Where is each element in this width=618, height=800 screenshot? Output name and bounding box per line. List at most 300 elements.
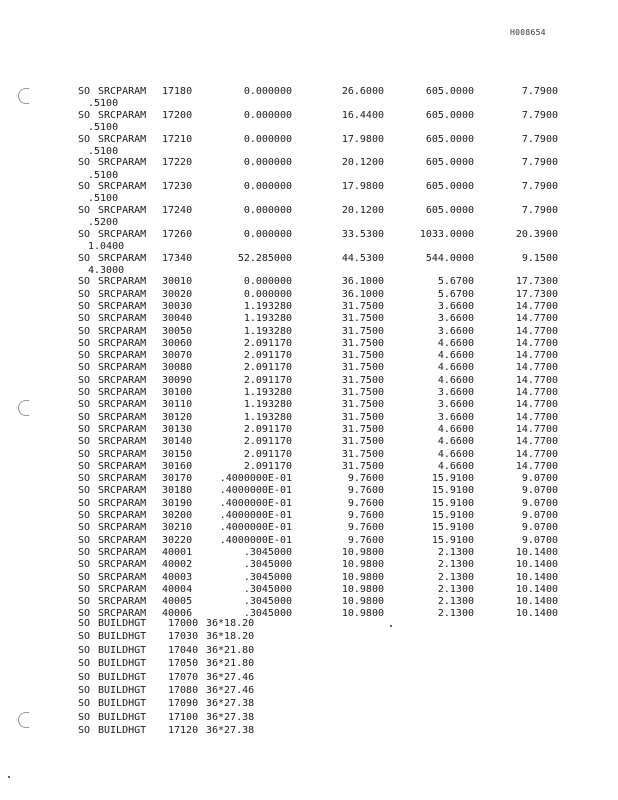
release-height: 31.7500 <box>341 387 384 399</box>
source-id: 30060 <box>162 337 193 349</box>
stack-diameter: .5100 <box>88 193 119 205</box>
keyword: SRCPARAM <box>98 534 147 546</box>
record-prefix: SO <box>78 658 91 670</box>
building-height: 36*18.20 <box>206 618 255 629</box>
emission-rate: 0.000000 <box>243 228 292 240</box>
record-prefix: SO <box>78 725 91 737</box>
keyword: SRCPARAM <box>98 252 147 264</box>
record-prefix: SO <box>78 252 91 264</box>
keyword: BUILDHGT <box>98 658 147 670</box>
exit-velocity: 7.7900 <box>521 181 558 193</box>
emission-rate: .4000000E-01 <box>219 510 292 522</box>
emission-rate: 0.000000 <box>243 181 292 193</box>
exit-temperature: 3.6600 <box>437 300 474 312</box>
exit-temperature: 5.6700 <box>437 276 474 288</box>
keyword: BUILDHGT <box>98 618 147 629</box>
emission-rate: 1.193280 <box>243 313 292 325</box>
exit-temperature: 3.6600 <box>437 411 474 423</box>
exit-temperature: 605.0000 <box>425 133 474 145</box>
emission-rate: 0.000000 <box>243 86 292 97</box>
release-height: 31.7500 <box>341 350 384 362</box>
exit-velocity: 7.7900 <box>521 86 558 97</box>
exit-velocity: 7.7900 <box>521 157 558 169</box>
exit-temperature: 2.1300 <box>437 546 474 558</box>
record-prefix: SO <box>78 157 91 169</box>
record-prefix: SO <box>78 423 91 435</box>
source-id: 40006 <box>162 608 193 620</box>
exit-temperature: 2.1300 <box>437 596 474 608</box>
source-id: 17080 <box>168 684 199 696</box>
source-id: 30030 <box>162 300 193 312</box>
release-height: 10.9800 <box>341 596 384 608</box>
keyword: SRCPARAM <box>98 288 147 300</box>
exit-temperature: 15.9100 <box>431 485 474 497</box>
record-prefix: SO <box>78 337 91 349</box>
record-prefix: SO <box>78 684 91 696</box>
keyword: SRCPARAM <box>98 204 147 216</box>
keyword: SRCPARAM <box>98 583 147 595</box>
source-id: 17220 <box>162 157 193 169</box>
exit-velocity: 7.7900 <box>521 109 558 121</box>
record-prefix: SO <box>78 300 91 312</box>
source-id: 30120 <box>162 411 193 423</box>
source-id: 17210 <box>162 133 193 145</box>
exit-velocity: 14.7700 <box>515 411 558 423</box>
emission-rate: 52.285000 <box>237 252 292 264</box>
source-id: 30100 <box>162 387 193 399</box>
source-id: 30180 <box>162 485 193 497</box>
release-height: 31.7500 <box>341 362 384 374</box>
record-prefix: SO <box>78 325 91 337</box>
keyword: BUILDHGT <box>98 725 147 737</box>
release-height: 31.7500 <box>341 300 384 312</box>
record-prefix: SO <box>78 288 91 300</box>
keyword: SRCPARAM <box>98 460 147 472</box>
page-id-stamp: H008654 <box>510 28 546 37</box>
source-id: 30150 <box>162 448 193 460</box>
release-height: 31.7500 <box>341 436 384 448</box>
source-id: 40004 <box>162 583 193 595</box>
emission-rate: .3045000 <box>243 583 292 595</box>
building-height: 36*21.80 <box>206 644 255 656</box>
release-height: 31.7500 <box>341 411 384 423</box>
exit-temperature: 4.6600 <box>437 337 474 349</box>
source-id: 30200 <box>162 510 193 522</box>
record-prefix: SO <box>78 313 91 325</box>
exit-temperature: 15.9100 <box>431 473 474 485</box>
emission-rate: 2.091170 <box>243 350 292 362</box>
keyword: SRCPARAM <box>98 374 147 386</box>
exit-temperature: 4.6600 <box>437 362 474 374</box>
exit-temperature: 2.1300 <box>437 571 474 583</box>
exit-temperature: 605.0000 <box>425 181 474 193</box>
binder-hole-icon <box>18 88 29 104</box>
exit-temperature: 15.9100 <box>431 534 474 546</box>
exit-velocity: 17.7300 <box>515 276 558 288</box>
exit-velocity: 14.7700 <box>515 436 558 448</box>
keyword: SRCPARAM <box>98 522 147 534</box>
emission-rate: 2.091170 <box>243 374 292 386</box>
emission-rate: 1.193280 <box>243 300 292 312</box>
stack-diameter: .5100 <box>88 169 119 181</box>
exit-temperature: 3.6600 <box>437 313 474 325</box>
exit-velocity: 20.3900 <box>515 228 558 240</box>
exit-velocity: 9.0700 <box>521 473 558 485</box>
exit-temperature: 605.0000 <box>425 109 474 121</box>
source-id: 30070 <box>162 350 193 362</box>
keyword: SRCPARAM <box>98 350 147 362</box>
release-height: 17.9800 <box>341 181 384 193</box>
record-prefix: SO <box>78 399 91 411</box>
keyword: BUILDHGT <box>98 684 147 696</box>
emission-rate: .4000000E-01 <box>219 473 292 485</box>
source-id: 17030 <box>168 631 199 643</box>
exit-temperature: 544.0000 <box>425 252 474 264</box>
release-height: 31.7500 <box>341 423 384 435</box>
record-prefix: SO <box>78 571 91 583</box>
emission-rate: 0.000000 <box>243 276 292 288</box>
exit-velocity: 9.1500 <box>521 252 558 264</box>
release-height: 9.7600 <box>347 485 384 497</box>
emission-rate: 1.193280 <box>243 411 292 423</box>
record-prefix: SO <box>78 448 91 460</box>
exit-temperature: 4.6600 <box>437 374 474 386</box>
release-height: 31.7500 <box>341 399 384 411</box>
release-height: 17.9800 <box>341 133 384 145</box>
record-prefix: SO <box>78 276 91 288</box>
emission-rate: 2.091170 <box>243 436 292 448</box>
exit-temperature: 15.9100 <box>431 510 474 522</box>
emission-rate: .4000000E-01 <box>219 485 292 497</box>
source-id: 30110 <box>162 399 193 411</box>
emission-rate: .3045000 <box>243 571 292 583</box>
release-height: 9.7600 <box>347 534 384 546</box>
keyword: SRCPARAM <box>98 228 147 240</box>
building-height: 36*27.38 <box>206 725 255 737</box>
record-prefix: SO <box>78 181 91 193</box>
record-prefix: SO <box>78 559 91 571</box>
exit-velocity: 14.7700 <box>515 460 558 472</box>
exit-temperature: 15.9100 <box>431 497 474 509</box>
keyword: SRCPARAM <box>98 485 147 497</box>
keyword: SRCPARAM <box>98 399 147 411</box>
exit-velocity: 9.0700 <box>521 485 558 497</box>
exit-velocity: 10.1400 <box>515 583 558 595</box>
release-height: 31.7500 <box>341 374 384 386</box>
keyword: SRCPARAM <box>98 313 147 325</box>
record-prefix: SO <box>78 698 91 710</box>
keyword: SRCPARAM <box>98 608 147 620</box>
exit-velocity: 7.7900 <box>521 204 558 216</box>
stack-diameter: 1.0400 <box>88 241 125 253</box>
record-prefix: SO <box>78 608 91 620</box>
record-prefix: SO <box>78 350 91 362</box>
keyword: SRCPARAM <box>98 325 147 337</box>
source-id: 17240 <box>162 204 193 216</box>
emission-rate: .4000000E-01 <box>219 522 292 534</box>
release-height: 9.7600 <box>347 510 384 522</box>
emission-rate: 2.091170 <box>243 423 292 435</box>
record-prefix: SO <box>78 374 91 386</box>
release-height: 31.7500 <box>341 448 384 460</box>
exit-temperature: 4.6600 <box>437 436 474 448</box>
source-id: 40003 <box>162 571 193 583</box>
exit-velocity: 10.1400 <box>515 596 558 608</box>
release-height: 10.9800 <box>341 546 384 558</box>
source-id: 30050 <box>162 325 193 337</box>
exit-temperature: 4.6600 <box>437 350 474 362</box>
keyword: BUILDHGT <box>98 711 147 723</box>
exit-temperature: 2.1300 <box>437 559 474 571</box>
exit-velocity: 14.7700 <box>515 399 558 411</box>
exit-temperature: 5.6700 <box>437 288 474 300</box>
source-id: 17040 <box>168 644 199 656</box>
exit-temperature: 2.1300 <box>437 608 474 620</box>
emission-rate: 2.091170 <box>243 460 292 472</box>
record-prefix: SO <box>78 534 91 546</box>
record-prefix: SO <box>78 522 91 534</box>
record-prefix: SO <box>78 583 91 595</box>
record-prefix: SO <box>78 546 91 558</box>
keyword: SRCPARAM <box>98 546 147 558</box>
release-height: 20.1200 <box>341 157 384 169</box>
keyword: SRCPARAM <box>98 181 147 193</box>
exit-temperature: 1033.0000 <box>419 228 474 240</box>
record-prefix: SO <box>78 436 91 448</box>
keyword: SRCPARAM <box>98 436 147 448</box>
release-height: 9.7600 <box>347 497 384 509</box>
release-height: 36.1000 <box>341 288 384 300</box>
emission-rate: 0.000000 <box>243 157 292 169</box>
keyword: SRCPARAM <box>98 559 147 571</box>
source-id: 30160 <box>162 460 193 472</box>
record-prefix: SO <box>78 228 91 240</box>
keyword: BUILDHGT <box>98 671 147 683</box>
exit-velocity: 9.0700 <box>521 534 558 546</box>
source-id: 40002 <box>162 559 193 571</box>
exit-velocity: 14.7700 <box>515 300 558 312</box>
keyword: BUILDHGT <box>98 644 147 656</box>
exit-temperature: 3.6600 <box>437 387 474 399</box>
stack-diameter: .5100 <box>88 145 119 157</box>
release-height: 26.6000 <box>341 86 384 97</box>
exit-velocity: 14.7700 <box>515 313 558 325</box>
keyword: SRCPARAM <box>98 109 147 121</box>
release-height: 44.5300 <box>341 252 384 264</box>
release-height: 9.7600 <box>347 522 384 534</box>
record-prefix: SO <box>78 711 91 723</box>
keyword: SRCPARAM <box>98 337 147 349</box>
keyword: SRCPARAM <box>98 300 147 312</box>
scan-speck <box>8 776 10 778</box>
release-height: 31.7500 <box>341 337 384 349</box>
exit-velocity: 14.7700 <box>515 387 558 399</box>
exit-velocity: 9.0700 <box>521 510 558 522</box>
exit-velocity: 14.7700 <box>515 374 558 386</box>
building-height: 36*21.80 <box>206 658 255 670</box>
record-prefix: SO <box>78 485 91 497</box>
source-id: 17000 <box>168 618 199 629</box>
source-id: 30090 <box>162 374 193 386</box>
keyword: SRCPARAM <box>98 497 147 509</box>
exit-velocity: 14.7700 <box>515 350 558 362</box>
source-id: 17180 <box>162 86 193 97</box>
record-prefix: SO <box>78 109 91 121</box>
exit-velocity: 14.7700 <box>515 325 558 337</box>
record-prefix: SO <box>78 204 91 216</box>
keyword: SRCPARAM <box>98 448 147 460</box>
source-id: 40001 <box>162 546 193 558</box>
source-id: 30080 <box>162 362 193 374</box>
exit-temperature: 4.6600 <box>437 423 474 435</box>
source-id: 30040 <box>162 313 193 325</box>
binder-hole-icon <box>18 712 29 728</box>
exit-temperature: 3.6600 <box>437 399 474 411</box>
record-prefix: SO <box>78 644 91 656</box>
source-id: 30190 <box>162 497 193 509</box>
record-prefix: SO <box>78 362 91 374</box>
record-prefix: SO <box>78 411 91 423</box>
record-prefix: SO <box>78 473 91 485</box>
exit-temperature: 605.0000 <box>425 86 474 97</box>
stack-diameter: .5200 <box>88 217 119 229</box>
source-id: 30130 <box>162 423 193 435</box>
source-id: 30210 <box>162 522 193 534</box>
building-height: 36*27.38 <box>206 698 255 710</box>
exit-temperature: 605.0000 <box>425 157 474 169</box>
emission-rate: 0.000000 <box>243 109 292 121</box>
source-id: 17340 <box>162 252 193 264</box>
exit-velocity: 14.7700 <box>515 423 558 435</box>
release-height: 10.9800 <box>341 608 384 620</box>
source-id: 30140 <box>162 436 193 448</box>
emission-rate: 2.091170 <box>243 448 292 460</box>
exit-velocity: 9.0700 <box>521 497 558 509</box>
exit-velocity: 9.0700 <box>521 522 558 534</box>
emission-rate: .3045000 <box>243 608 292 620</box>
keyword: SRCPARAM <box>98 473 147 485</box>
source-id: 17100 <box>168 711 199 723</box>
keyword: SRCPARAM <box>98 157 147 169</box>
source-id: 40005 <box>162 596 193 608</box>
source-id: 17050 <box>168 658 199 670</box>
record-prefix: SO <box>78 596 91 608</box>
emission-rate: 0.000000 <box>243 204 292 216</box>
exit-temperature: 4.6600 <box>437 460 474 472</box>
stack-diameter: 4.3000 <box>88 264 125 276</box>
exit-velocity: 10.1400 <box>515 546 558 558</box>
record-prefix: SO <box>78 133 91 145</box>
keyword: SRCPARAM <box>98 362 147 374</box>
emission-rate: .3045000 <box>243 596 292 608</box>
keyword: SRCPARAM <box>98 510 147 522</box>
keyword: BUILDHGT <box>98 698 147 710</box>
stack-diameter: .5100 <box>88 98 119 110</box>
record-prefix: SO <box>78 510 91 522</box>
exit-temperature: 2.1300 <box>437 583 474 595</box>
release-height: 9.7600 <box>347 473 384 485</box>
emission-rate: 2.091170 <box>243 337 292 349</box>
record-prefix: SO <box>78 618 91 629</box>
source-id: 30020 <box>162 288 193 300</box>
keyword: SRCPARAM <box>98 276 147 288</box>
exit-velocity: 14.7700 <box>515 362 558 374</box>
record-prefix: SO <box>78 387 91 399</box>
keyword: SRCPARAM <box>98 423 147 435</box>
release-height: 16.4400 <box>341 109 384 121</box>
building-height: 36*18.20 <box>206 631 255 643</box>
building-height: 36*27.46 <box>206 684 255 696</box>
exit-temperature: 3.6600 <box>437 325 474 337</box>
emission-rate: 1.193280 <box>243 325 292 337</box>
exit-velocity: 10.1400 <box>515 608 558 620</box>
release-height: 33.5300 <box>341 228 384 240</box>
exit-velocity: 7.7900 <box>521 133 558 145</box>
keyword: SRCPARAM <box>98 86 147 97</box>
record-prefix: SO <box>78 460 91 472</box>
record-prefix: SO <box>78 671 91 683</box>
emission-rate: 2.091170 <box>243 362 292 374</box>
emission-rate: .4000000E-01 <box>219 497 292 509</box>
source-id: 30220 <box>162 534 193 546</box>
emission-rate: .3045000 <box>243 546 292 558</box>
building-height: 36*27.46 <box>206 671 255 683</box>
building-height: 36*27.38 <box>206 711 255 723</box>
keyword: BUILDHGT <box>98 631 147 643</box>
keyword: SRCPARAM <box>98 411 147 423</box>
release-height: 31.7500 <box>341 313 384 325</box>
emission-rate: .4000000E-01 <box>219 534 292 546</box>
source-id: 17200 <box>162 109 193 121</box>
release-height: 20.1200 <box>341 204 384 216</box>
emission-rate: 1.193280 <box>243 387 292 399</box>
emission-rate: 0.000000 <box>243 133 292 145</box>
release-height: 10.9800 <box>341 559 384 571</box>
exit-velocity: 14.7700 <box>515 337 558 349</box>
source-id: 17260 <box>162 228 193 240</box>
source-id: 17120 <box>168 725 199 737</box>
release-height: 31.7500 <box>341 325 384 337</box>
release-height: 10.9800 <box>341 583 384 595</box>
record-prefix: SO <box>78 497 91 509</box>
binder-hole-icon <box>18 400 29 416</box>
emission-rate: .3045000 <box>243 559 292 571</box>
keyword: SRCPARAM <box>98 133 147 145</box>
scan-speck <box>390 625 392 627</box>
source-id: 30170 <box>162 473 193 485</box>
exit-velocity: 17.7300 <box>515 288 558 300</box>
emission-rate: 1.193280 <box>243 399 292 411</box>
release-height: 10.9800 <box>341 571 384 583</box>
stack-diameter: .5100 <box>88 122 119 134</box>
exit-temperature: 4.6600 <box>437 448 474 460</box>
exit-temperature: 605.0000 <box>425 204 474 216</box>
record-prefix: SO <box>78 86 91 97</box>
keyword: SRCPARAM <box>98 596 147 608</box>
emission-rate: 0.000000 <box>243 288 292 300</box>
keyword: SRCPARAM <box>98 387 147 399</box>
exit-temperature: 15.9100 <box>431 522 474 534</box>
source-id: 17070 <box>168 671 199 683</box>
source-id: 30010 <box>162 276 193 288</box>
record-prefix: SO <box>78 631 91 643</box>
release-height: 31.7500 <box>341 460 384 472</box>
exit-velocity: 10.1400 <box>515 571 558 583</box>
source-id: 17090 <box>168 698 199 710</box>
keyword: SRCPARAM <box>98 571 147 583</box>
exit-velocity: 10.1400 <box>515 559 558 571</box>
release-height: 36.1000 <box>341 276 384 288</box>
